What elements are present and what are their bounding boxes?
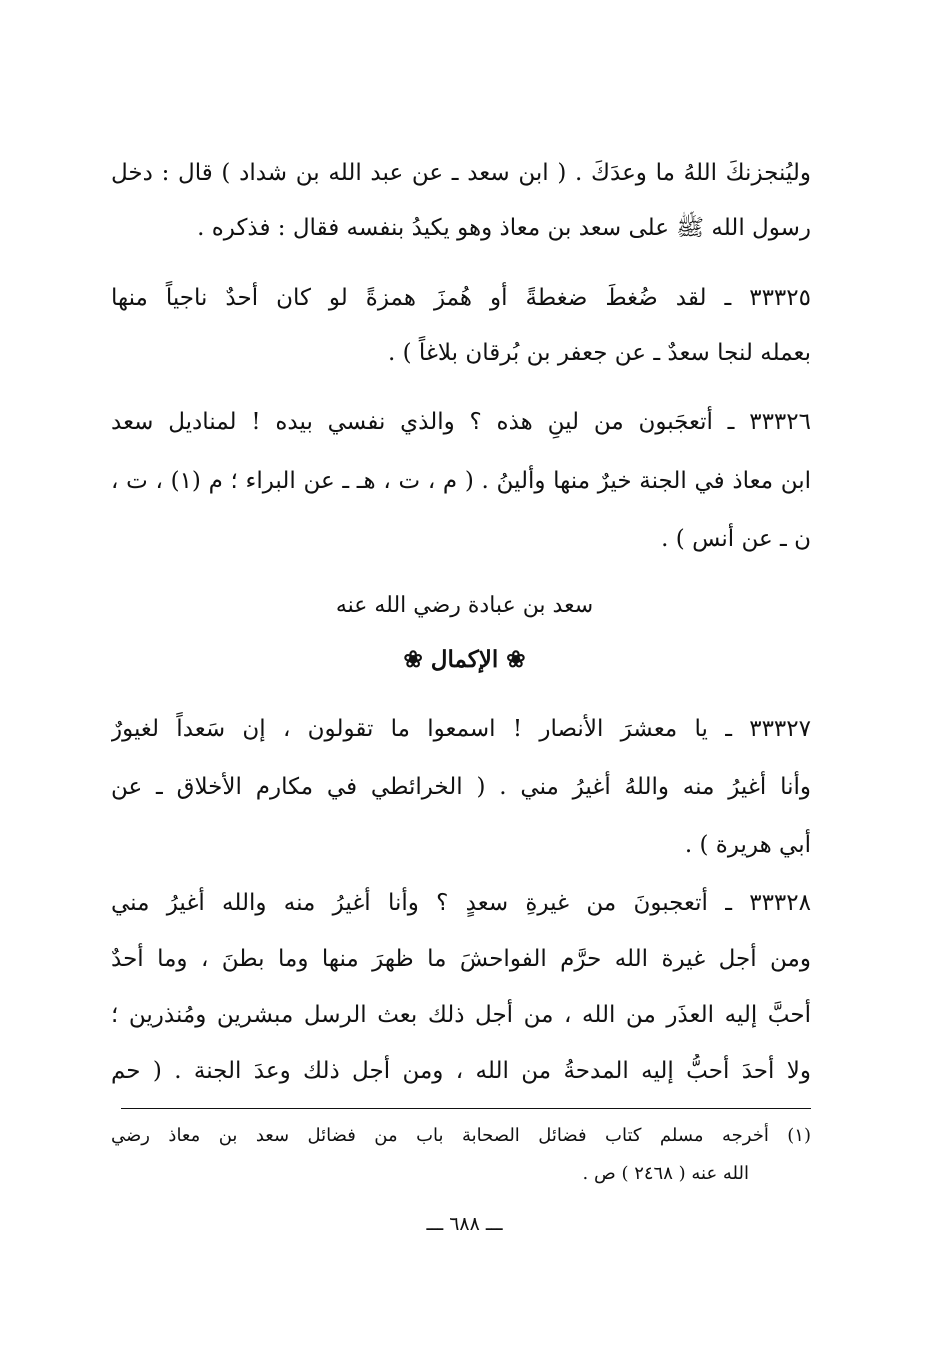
body-line-1: وليُنجزنكَ اللهُ ما وعدَكَ . ( ابن سعد ـ عن عبد الله بن شداد ) قال : دخل: [111, 160, 811, 186]
hadith-33325-line-1: ٣٣٣٢٥ ـ لقد ضُغطَ ضغطةً أو هُمزَ همزةً لو كان أحدٌ ناجياً منها: [111, 285, 811, 311]
hadith-33328-line-1: ٣٣٣٢٨ ـ أتعجبونَ من غيرةِ سعدٍ ؟ وأنا أغيرُ منه والله أغيرُ مني: [111, 890, 811, 916]
hadith-33327-line-3: أبي هريرة ) .: [684, 832, 811, 858]
hadith-33327-line-1: ٣٣٣٢٧ ـ يا معشرَ الأنصار ! اسمعوا ما تقولون ، إن سَعداً لغيورٌ: [111, 716, 811, 742]
body-line-2: رسول الله ﷺ على سعد بن معاذ وهو يكيدُ بنفسه فقال : فذكره .: [197, 215, 811, 241]
footnote-separator: [121, 1108, 811, 1109]
hadith-33326-line-2: ابن معاذ في الجنة خيرٌ منها وألينُ . ( م ، ت ، هـ ـ عن البراء ؛ م (١) ، ت ،: [111, 468, 811, 494]
hadith-33327-line-2: وأنا أغيرُ منه واللهُ أغيرُ مني . ( الخرائطي في مكارم الأخلاق ـ عن: [111, 774, 811, 800]
hadith-33328-line-2: ومن أجل غيرة الله حرَّم الفواحشَ ما ظهرَ منها وما بطنَ ، وما أحدٌ: [111, 946, 811, 972]
section-heading: سعد بن عبادة رضي الله عنه: [335, 593, 594, 618]
footnote-line-1: (١) أخرجه مسلم كتاب فضائل الصحابة باب من فضائل سعد بن معاذ رضي: [111, 1125, 811, 1146]
page-number: ـــ ٦٨٨ ـــ: [426, 1213, 503, 1235]
hadith-33325-line-2: بعمله لنجا سعدٌ ـ عن جعفر بن بُرقان بلاغاً ) .: [387, 340, 811, 366]
footnote-line-2: الله عنه ( ٢٤٦٨ ) ص .: [582, 1163, 749, 1184]
hadith-33326-line-1: ٣٣٣٢٦ ـ أتعجَبون من لينِ هذه ؟ والذي نفسي بيده ! لمناديل سعد: [111, 409, 811, 435]
hadith-33328-line-4: ولا أحدَ أحبُّ إليه المدحةُ من الله ، ومن أجل ذلك وعدَ الجنة . ( حم: [111, 1058, 811, 1084]
hadith-33328-line-3: أحبَّ إليه العذَر من الله ، من أجل ذلك بعث الرسل مبشرين ومُنذرين ؛: [111, 1002, 811, 1028]
section-subheading: ❀ الإكمال ❀: [403, 646, 526, 673]
hadith-33326-line-3: ن ـ عن أنس ) .: [661, 526, 811, 552]
